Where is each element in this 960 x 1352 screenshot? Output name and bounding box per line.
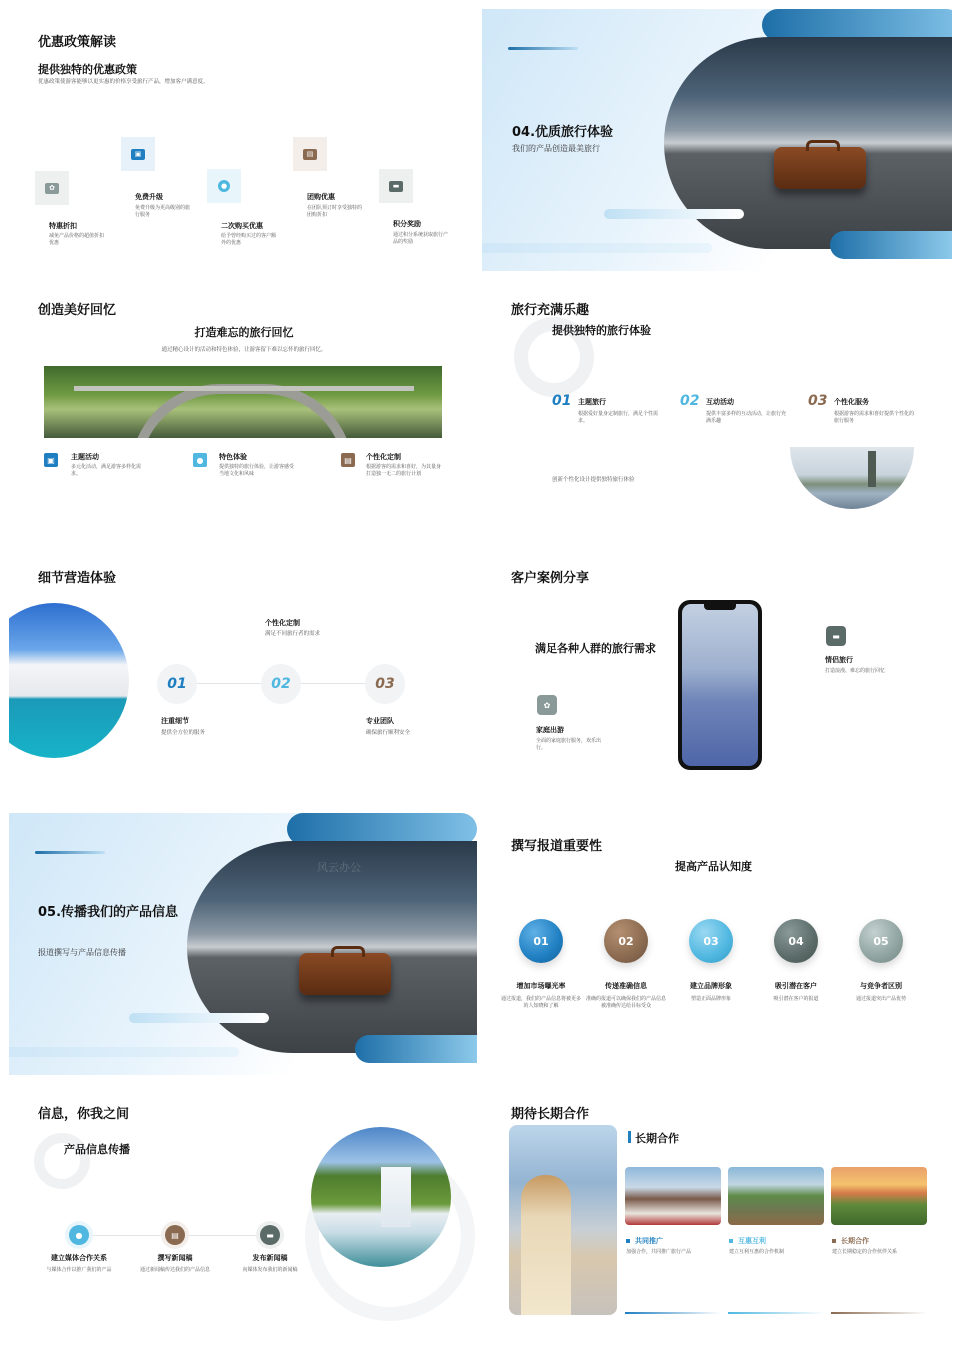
slide-details (9, 545, 479, 807)
fun-item-3-num: 03 (808, 393, 828, 409)
phone-notch (704, 604, 736, 610)
couple-text: 打造浪漫、难忘的旅行回忆 (825, 668, 886, 674)
fun-item-2-num: 02 (680, 393, 700, 409)
top-label: 个性化定制 (265, 619, 300, 627)
fun-item-2-text: 提供丰富多样的互动活动，让旅行充满乐趣 (706, 411, 787, 425)
card-2-label: 互惠互利 (738, 1237, 766, 1245)
image-icon: ▣ (131, 149, 145, 160)
chat-icon: ▬ (260, 1225, 280, 1245)
memory-item-3-label: 个性化定制 (366, 453, 401, 461)
pagoda-shape (868, 451, 876, 487)
top-text: 满足不同旅行者的需求 (265, 631, 321, 637)
accent-pill-bottom (830, 231, 952, 259)
slide-subtitle: 提高产品认知度 (675, 860, 752, 873)
card-1-label: 共同推广 (635, 1237, 663, 1245)
card-3-marker (832, 1239, 836, 1243)
discount-item-5-text: 通过积分系统获取旅行产品的奖励 (393, 232, 449, 246)
phone-screen (682, 604, 758, 766)
memory-item-1-label: 主题活动 (71, 453, 99, 461)
chat-icon: ▬ (389, 181, 403, 192)
heading-bar (628, 1131, 631, 1143)
card-2-text: 建立互利互惠的合作机制 (729, 1249, 785, 1255)
step-2-circle: 02 (261, 664, 301, 704)
info-item-1-text: 与媒体合作以推广我们的产品 (46, 1267, 112, 1273)
heading: 长期合作 (635, 1132, 679, 1145)
section-subtitle: 我们的产品创造最美旅行 (512, 144, 600, 153)
location-icon: ● (218, 180, 230, 192)
inbox-icon: ▤ (303, 149, 317, 160)
location-icon: ● (69, 1225, 89, 1245)
inbox-icon: ▤ (165, 1225, 185, 1245)
card-3-photo (831, 1167, 927, 1225)
santorini-photo (9, 603, 129, 758)
suitcase-image (774, 147, 866, 189)
card-3-underline (831, 1312, 927, 1314)
accent-pill-bottom (355, 1035, 477, 1063)
report-item-5-ball: 05 (859, 919, 903, 963)
discount-item-4-text: 在团队预订时享受独特的团购折扣 (307, 205, 363, 219)
traveler-figure (521, 1175, 571, 1315)
chat-icon: ▬ (826, 626, 846, 646)
traveler-photo (509, 1125, 617, 1315)
report-item-1-label: 增加市场曝光率 (516, 982, 566, 990)
card-1-photo (625, 1167, 721, 1225)
accent-bar-bottom (482, 243, 712, 253)
slide-subtitle: 提供独特的旅行体验 (552, 324, 651, 337)
slide-title: 信息，你我之间 (38, 1107, 130, 1122)
step-3-circle: 03 (365, 664, 405, 704)
family-text: 全面的家庭旅行服务，欢乐出行。 (536, 738, 602, 752)
report-item-2-ball: 02 (604, 919, 648, 963)
memory-item-3-text: 根据游客的需求和喜好，为其量身打造独一无二的旅行计划 (366, 464, 442, 478)
slide-title: 创造美好回忆 (38, 303, 117, 318)
card-1-text: 加强合作，共同推广旅行产品 (626, 1249, 692, 1255)
discount-item-1-text: 减免产品价格的超值折扣优惠 (49, 233, 105, 247)
discount-item-5-iconbox (379, 169, 413, 203)
accent-line (35, 851, 105, 854)
slide-long-term-cooperation (482, 1081, 952, 1343)
fun-item-2-label: 互动活动 (706, 398, 734, 406)
location-icon: ● (193, 453, 207, 467)
slide-title: 细节营造体验 (38, 571, 117, 586)
report-item-3-text: 塑造正面品牌形象 (690, 996, 731, 1002)
slide-title: 期待长期合作 (511, 1107, 590, 1122)
slide-subtitle: 产品信息传播 (64, 1143, 130, 1156)
card-3-label: 长期合作 (841, 1237, 869, 1245)
report-item-5-text: 通过报道突出产品优势 (855, 996, 906, 1002)
accent-line (508, 47, 578, 50)
slide-discount-policy (9, 9, 479, 271)
slide-section-04 (482, 9, 952, 271)
info-item-3-label: 发布新闻稿 (252, 1254, 288, 1262)
slide-title: 撰写报道重要性 (511, 839, 603, 854)
report-item-3-label: 建立品牌形象 (690, 982, 732, 990)
memory-item-2-text: 提供独特的旅行体验，让游客感受当地文化和风味 (219, 464, 295, 478)
discount-item-5-label: 积分奖励 (393, 220, 421, 228)
memory-item-1-text: 多元化活动，满足游客多样化需求。 (71, 464, 142, 478)
discount-item-1-label: 特惠折扣 (49, 222, 77, 230)
accent-bar-mid (604, 209, 744, 219)
info-item-2-label: 撰写新闻稿 (157, 1254, 193, 1262)
fun-item-3-text: 根据游客的需求和喜好提供个性化的旅行服务 (834, 411, 915, 425)
section-title: 04.优质旅行体验 (512, 125, 614, 140)
family-label: 家庭出游 (536, 726, 564, 734)
discount-item-1-iconbox (35, 171, 69, 205)
fun-item-1-num: 01 (552, 393, 572, 409)
accent-bar-mid (129, 1013, 269, 1023)
info-item-1-label: 建立媒体合作关系 (51, 1254, 107, 1262)
slide-title: 客户案例分享 (511, 571, 590, 586)
slide-description: 通过精心设计的活动和特色体验，让游客留下难以忘怀的旅行回忆。 (161, 347, 327, 353)
bridge-rail (74, 386, 414, 391)
left-text: 提供全方位的服务 (161, 730, 206, 736)
report-item-3-ball: 03 (689, 919, 733, 963)
card-1-underline (625, 1312, 721, 1314)
card-2-underline (728, 1312, 824, 1314)
slide-fun-travel (482, 277, 952, 539)
discount-item-2-text: 免费升级为更高级别的旅行服务 (135, 205, 191, 219)
slide-subtitle: 打造难忘的旅行回忆 (194, 326, 294, 339)
discount-item-2-label: 免费升级 (135, 193, 163, 201)
report-item-2-text: 准确的报道可以确保我们的产品信息被准确传达给目标受众 (585, 996, 666, 1010)
gift-icon: ✿ (45, 183, 59, 194)
center-heading: 满足各种人群的旅行需求 (535, 642, 656, 655)
report-item-4-text: 吸引潜在客户的报道 (773, 996, 819, 1002)
slide-info-sharing (9, 1081, 479, 1343)
report-item-5-label: 与竞争者区别 (860, 982, 902, 990)
slide-customer-cases (482, 545, 952, 807)
left-label: 注重细节 (161, 717, 189, 725)
slide-subtitle: 提供独特的优惠政策 (38, 63, 137, 76)
gift-icon: ✿ (537, 695, 557, 715)
slide-title: 旅行充满乐趣 (511, 303, 590, 318)
waterfall-photo (311, 1127, 451, 1267)
discount-item-4-iconbox (293, 137, 327, 171)
card-2-photo (728, 1167, 824, 1225)
couple-label: 情侣旅行 (825, 656, 853, 664)
suitcase-image (299, 953, 391, 995)
card-3-text: 建立长期稳定的合作伙伴关系 (832, 1249, 898, 1255)
card-1-marker (626, 1239, 630, 1243)
fun-item-3-label: 个性化服务 (834, 398, 869, 406)
slide-report-importance (482, 813, 952, 1075)
discount-item-3-iconbox (207, 169, 241, 203)
memory-item-2-label: 特色体验 (219, 453, 247, 461)
right-label: 专业团队 (366, 717, 394, 725)
watermark: 风云办公 (317, 861, 361, 874)
section-subtitle: 报道撰写与产品信息传播 (38, 948, 126, 957)
discount-item-4-label: 团购优惠 (307, 193, 335, 201)
waterfall-stream (381, 1167, 411, 1227)
fun-item-1-label: 主题旅行 (578, 398, 606, 406)
info-item-2-text: 通过新闻稿传达我们的产品信息 (139, 1267, 210, 1273)
report-item-4-ball: 04 (774, 919, 818, 963)
discount-item-3-label: 二次购买优惠 (221, 222, 263, 230)
right-text: 确保旅行顺利安全 (366, 730, 411, 736)
slide-title: 优惠政策解读 (38, 35, 117, 50)
step-1-circle: 01 (157, 664, 197, 704)
bridge-arch (130, 384, 354, 438)
report-item-1-text: 通过报道，我们的产品信息将被更多的人知晓和了解 (500, 996, 581, 1010)
slide-memories (9, 277, 479, 539)
slide-description: 优惠政策使游客能够以更实惠的价格享受旅行产品，增加客户满意度。 (38, 79, 209, 85)
discount-item-2-iconbox (121, 137, 155, 171)
phone-frame (678, 600, 762, 770)
slide-section-05 (9, 813, 477, 1075)
report-item-1-ball: 01 (519, 919, 563, 963)
image-icon: ▣ (44, 453, 58, 467)
report-item-2-label: 传递准确信息 (605, 982, 647, 990)
bridge-photo (44, 366, 442, 438)
pagoda-photo (790, 447, 914, 509)
fun-item-1-text: 根据爱好量身定制旅行，满足个性需求。 (578, 411, 659, 425)
section-title: 05.传播我们的产品信息 (38, 905, 179, 920)
report-item-4-label: 吸引潜在客户 (775, 982, 817, 990)
accent-bar-bottom (9, 1047, 239, 1057)
card-2-marker (729, 1239, 733, 1243)
inbox-icon: ▤ (341, 453, 355, 467)
discount-item-3-text: 给予曾经购买过的客户额外的优惠 (221, 233, 277, 247)
fun-footer: 创新个性化设计提供独特旅行体验 (552, 477, 635, 483)
info-item-3-text: 向媒体发布我们的新闻稿 (242, 1267, 298, 1273)
